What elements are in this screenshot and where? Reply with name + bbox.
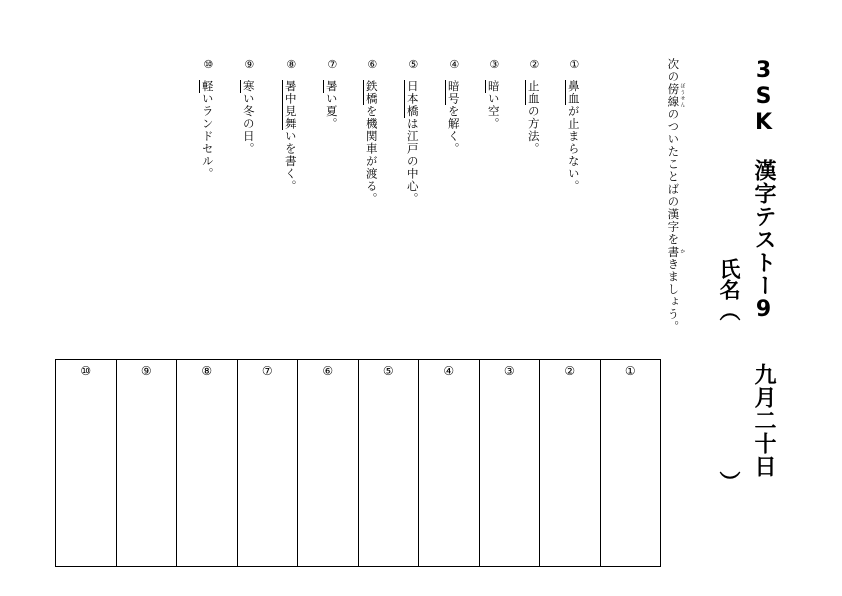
answer-cell-7[interactable] xyxy=(237,360,298,566)
question-5 xyxy=(405,58,420,205)
underlined-word: 止血 xyxy=(526,80,541,105)
answer-label: ⑨ xyxy=(140,364,152,378)
answer-label: ③ xyxy=(503,364,515,378)
question-rest: は江戸の中心。 xyxy=(405,117,420,205)
answer-cell-5[interactable] xyxy=(358,360,419,566)
question-rest: いを書く。 xyxy=(283,130,298,193)
answer-cell-10[interactable] xyxy=(56,360,116,566)
answer-cell-8[interactable] xyxy=(176,360,237,566)
question-9 xyxy=(241,58,256,155)
ruby-bousen: 傍線 ぼうせん xyxy=(666,83,686,108)
answer-cell-2[interactable] xyxy=(539,360,600,566)
name-field xyxy=(718,258,739,528)
ruby-kaku: 書 か xyxy=(666,245,686,258)
question-number: ⑤ xyxy=(406,58,420,72)
question-rest: い冬の日。 xyxy=(241,92,256,155)
answer-label: ① xyxy=(624,364,636,378)
underlined-word: 寒 xyxy=(241,80,256,93)
answer-cell-9[interactable] xyxy=(116,360,177,566)
question-7 xyxy=(324,58,339,130)
underlined-word: 鼻血 xyxy=(566,80,581,105)
question-1 xyxy=(566,58,581,193)
underlined-word: 日本橋 xyxy=(405,80,420,118)
underlined-word: 暗 xyxy=(486,80,501,93)
question-rest: が止まらない。 xyxy=(566,105,581,193)
answer-label: ② xyxy=(564,364,576,378)
question-number: ① xyxy=(567,58,581,72)
question-2 xyxy=(526,58,541,155)
answer-label: ⑩ xyxy=(80,364,92,378)
test-title: 漢字テストー9 xyxy=(751,159,776,323)
answer-grid xyxy=(55,359,661,567)
underlined-word: 暗号 xyxy=(446,80,461,105)
name-close-paren: ） xyxy=(717,471,741,492)
underlined-word: 鉄橋 xyxy=(364,80,379,105)
question-rest: を解く。 xyxy=(446,105,461,155)
question-8 xyxy=(283,58,298,193)
answer-cell-1[interactable] xyxy=(600,360,661,566)
question-4 xyxy=(446,58,461,155)
underlined-word: 軽 xyxy=(200,80,215,93)
instruction-text: 次の傍線 ぼうせんのついたことばの漢字を書 かきましょう。 xyxy=(666,58,686,333)
answer-cell-3[interactable] xyxy=(479,360,540,566)
question-number: ⑦ xyxy=(325,58,339,72)
question-10 xyxy=(200,58,215,180)
question-rest: の方法。 xyxy=(526,105,541,155)
answer-label: ⑤ xyxy=(382,364,394,378)
question-3 xyxy=(486,58,501,130)
question-6 xyxy=(364,58,379,205)
question-rest: い空。 xyxy=(486,92,501,130)
question-number: ⑥ xyxy=(365,58,379,72)
answer-cell-4[interactable] xyxy=(418,360,479,566)
question-number: ⑨ xyxy=(242,58,256,72)
answer-cell-6[interactable] xyxy=(297,360,358,566)
answer-label: ⑦ xyxy=(261,364,273,378)
question-rest: いランドセル。 xyxy=(200,92,215,180)
class-code: 3SK xyxy=(751,58,776,136)
test-date: 九月二十日 xyxy=(751,363,776,478)
question-number: ② xyxy=(527,58,541,72)
question-rest: を機関車が渡る。 xyxy=(364,105,379,205)
test-title-column xyxy=(752,58,774,558)
question-number: ⑧ xyxy=(284,58,298,72)
answer-label: ⑧ xyxy=(201,364,213,378)
name-label: 氏名（ xyxy=(717,258,741,321)
question-number: ⑩ xyxy=(201,58,215,72)
question-number: ③ xyxy=(487,58,501,72)
underlined-word: 暑中見舞 xyxy=(283,80,298,130)
question-number: ④ xyxy=(447,58,461,72)
answer-label: ⑥ xyxy=(322,364,334,378)
question-rest: い夏。 xyxy=(324,92,339,130)
underlined-word: 暑 xyxy=(324,80,339,93)
answer-label: ④ xyxy=(443,364,455,378)
